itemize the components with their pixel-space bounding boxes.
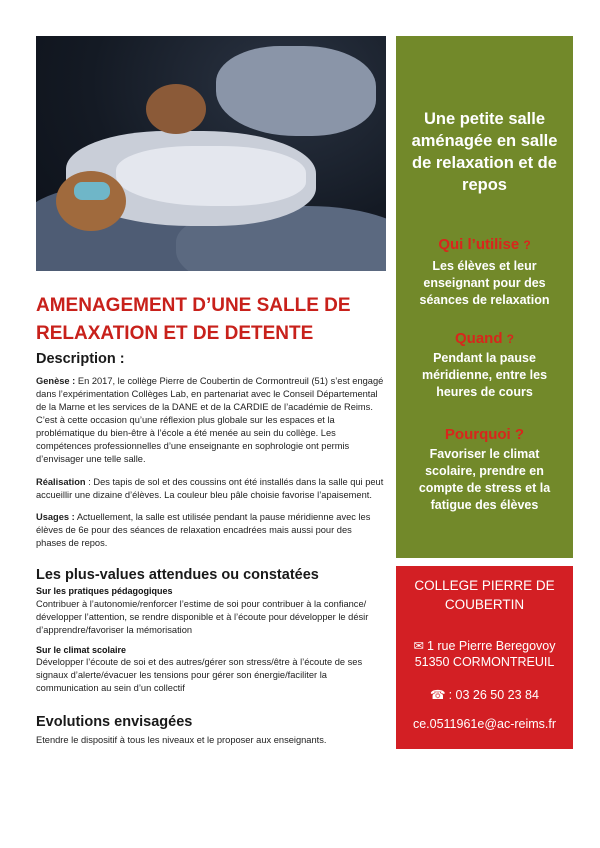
tagline: Une petite salle aménagée en salle de relaxation et de repos	[411, 110, 558, 194]
pourquoi-label: Pourquoi	[444, 426, 511, 443]
usages-paragraph	[36, 511, 384, 550]
quand-qmark: ?	[506, 332, 514, 346]
page-title: AMENAGEMENT D’UNE SALLE DE RELAXATION ET DE DETENTE	[36, 295, 351, 344]
usages-label: Usages :	[36, 512, 75, 522]
info-sidebar	[396, 36, 573, 558]
quand-label: Quand	[454, 330, 503, 347]
phone-number: : 03 26 50 23 84	[448, 688, 539, 702]
street: 1 rue Pierre Beregovoy	[426, 639, 556, 653]
usages-text: Actuellement, la salle est utilisée pendant la pause méridienne avec les élèves de 6e pour des séances de relaxation encadrées mais aussi pour des phases de repos.	[36, 512, 371, 548]
address	[400, 638, 569, 670]
pourquoi-body: Favoriser le climat scolaire, prendre en compte de stress et la fatigue des élèves	[418, 447, 551, 512]
phone-icon: ☎	[430, 688, 446, 702]
contact-box	[396, 566, 573, 749]
city: 51350 CORMONTREUIL	[414, 655, 555, 669]
plus-values-heading: Les plus-values attendues ou constatées	[36, 567, 319, 583]
qui-heading	[400, 236, 569, 253]
climate-text: Développer l’écoute de soi et des autres/gérer son stress/être à l’écoute de ses signaux d’alerte/évacuer les tensions pour gérer son énergie/faciliter la communication au sein d’un collectif	[36, 657, 363, 693]
pedagogy-text: Contribuer à l’autonomie/renforcer l’estime de soi pour contribuer à la confiance/ développer l’attention, se rendre disponible et à l’écoute pour développer le désir d’apprendre/favoriser la mémorisation	[36, 599, 369, 635]
realisation-label: Réalisation	[36, 477, 86, 487]
genese-text: En 2017, le collège Pierre de Coubertin de Cormontreuil (51) s’est engagé dans l’expérimentation Collèges Lab, en partenariat avec le Conseil Départemental de la Marne et les services de la DANE et de la CARDIE de l’académie de Reims. C’est à cette occasion qu’une réflexion plus globale sur les espaces et la problématique du bien-être à l’école a été menée au sein du collège. Les compétences professionnelles d’une enseignante en sophrologie ont permis d’envisager une telle salle.	[36, 376, 384, 464]
quand-body: Pendant la pause méridienne, entre les heures de cours	[421, 351, 548, 399]
qui-qmark: ?	[523, 238, 531, 252]
envelope-icon: ✉	[413, 639, 424, 653]
pourquoi-heading	[400, 426, 569, 443]
genese-paragraph	[36, 375, 384, 466]
pedagogy-subheading: Sur les pratiques pédagogiques	[36, 586, 173, 596]
pourquoi-qmark: ?	[514, 426, 525, 443]
street-line	[400, 638, 569, 654]
description-heading: Description :	[36, 351, 125, 367]
phone-line	[400, 687, 569, 702]
climate-subheading: Sur le climat scolaire	[36, 645, 127, 655]
qui-label: Qui l’utilise	[438, 236, 520, 253]
genese-label: Genèse :	[36, 376, 76, 386]
hero-photo	[36, 36, 386, 271]
qui-body: Les élèves et leur enseignant pour des séances de relaxation	[419, 259, 550, 307]
evolutions-heading: Evolutions envisagées	[36, 714, 193, 730]
quand-heading	[400, 330, 569, 347]
realisation-paragraph	[36, 476, 384, 502]
evolutions-text: Etendre le dispositif à tous les niveaux et le proposer aux enseignants.	[36, 735, 327, 745]
realisation-text: : Des tapis de sol et des coussins ont été installés dans la salle qui peut accueillir une dizaine d’élèves. La couleur bleu pâle choisie favorise l’apaisement.	[36, 477, 384, 500]
school-name: COLLEGE PIERRE DE COUBERTIN	[414, 578, 555, 612]
email-link[interactable]: ce.0511961e@ac-reims.fr	[412, 717, 557, 731]
